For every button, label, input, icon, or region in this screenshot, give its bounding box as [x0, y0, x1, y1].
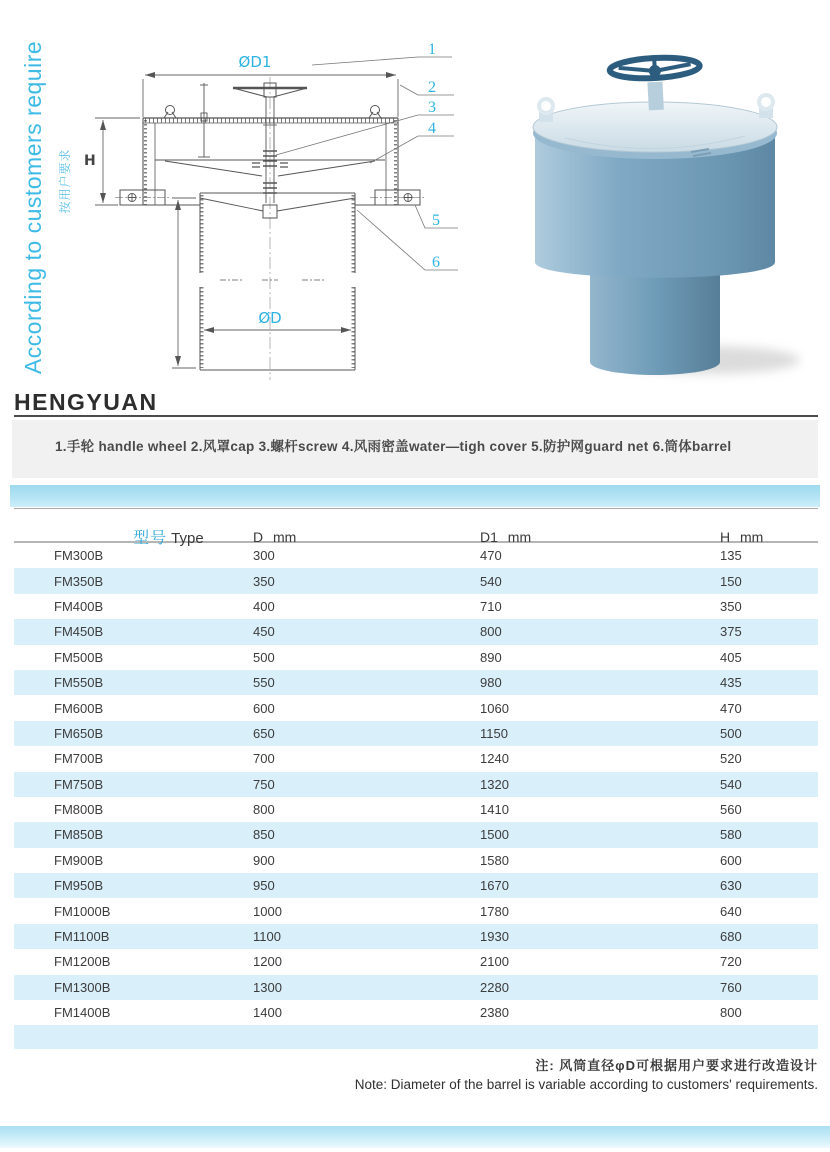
table-row	[14, 1000, 818, 1025]
callout-1: 1	[428, 41, 436, 58]
footer-notes	[300, 1056, 818, 1094]
cell-d: 300	[253, 548, 275, 564]
cell-d: 650	[253, 725, 275, 741]
cell-h: 520	[720, 751, 742, 767]
cell-h: 375	[720, 624, 742, 640]
cell-d1: 1320	[480, 776, 509, 792]
table-row	[14, 594, 818, 619]
photo-lug-right	[759, 95, 773, 118]
cell-d: 500	[253, 649, 275, 665]
cell-d1: 1410	[480, 802, 509, 818]
bottom-band	[0, 1126, 830, 1148]
table-row	[14, 797, 818, 822]
dim-d1	[143, 75, 398, 117]
header-type-cn: 型号	[133, 530, 168, 547]
table-top-band	[10, 485, 820, 507]
cell-d1: 980	[480, 675, 502, 691]
note-cn: 注: 风筒直径φD可根据用户要求进行改造设计	[535, 1058, 818, 1073]
cell-h: 560	[720, 802, 742, 818]
spec-table-rows	[14, 543, 818, 1025]
cell-type: FM350B	[54, 573, 104, 589]
dim-d-label: ØD	[258, 309, 282, 327]
brand-rule	[14, 415, 818, 417]
cell-type: FM600B	[54, 700, 104, 716]
table-row	[14, 670, 818, 695]
cell-d: 850	[253, 827, 275, 843]
photo-barrel	[590, 270, 720, 375]
cell-d: 1000	[253, 903, 282, 919]
cell-type: FM1200B	[54, 954, 111, 970]
photo-lug-left	[539, 99, 553, 122]
cell-d1: 1500	[480, 827, 509, 843]
cell-d: 550	[253, 675, 275, 691]
callout-3: 3	[428, 99, 436, 116]
cell-d: 450	[253, 624, 275, 640]
cell-d1: 710	[480, 598, 502, 614]
spec-table-header	[14, 508, 818, 547]
cell-type: FM450B	[54, 624, 104, 640]
table-row	[14, 746, 818, 771]
spec-table	[14, 508, 818, 1049]
callout-2: 2	[428, 79, 436, 96]
cell-d1: 1150	[480, 725, 508, 741]
cell-h: 135	[720, 548, 742, 564]
cell-type: FM1100B	[54, 929, 110, 945]
dim-barrel-height	[172, 198, 196, 368]
cell-d: 700	[253, 751, 275, 767]
table-row	[14, 619, 818, 644]
cell-d: 1100	[253, 929, 281, 945]
table-row	[14, 822, 818, 847]
technical-drawing	[70, 35, 470, 385]
barrel-drawing	[200, 193, 355, 370]
cell-d1: 1580	[480, 852, 509, 868]
brand-title: HENGYUAN	[14, 389, 158, 415]
parts-legend: 1.手轮 handle wheel 2.风罩cap 3.螺杆screw 4.风雨密盖water—tigh cover 5.防护网guard net 6.筒体barrel	[55, 439, 732, 454]
cell-type: FM300B	[54, 548, 104, 564]
header-d: D mm	[253, 528, 297, 545]
vertical-slogan: According to customers require	[20, 40, 46, 375]
cell-type: FM400B	[54, 598, 104, 614]
cell-d1: 2280	[480, 979, 509, 995]
cell-d1: 2380	[480, 1005, 509, 1021]
table-row	[14, 645, 818, 670]
table-row	[14, 695, 818, 720]
cell-d: 750	[253, 776, 275, 792]
dim-h-label: H	[84, 153, 96, 169]
table-row	[14, 873, 818, 898]
cell-type: FM650B	[54, 725, 104, 741]
cell-d1: 1670	[480, 878, 509, 894]
cell-h: 630	[720, 878, 742, 894]
cell-type: FM1300B	[54, 979, 111, 995]
callout-6: 6	[432, 254, 440, 271]
table-empty-row	[14, 1025, 818, 1049]
cell-d1: 540	[480, 573, 502, 589]
cell-type: FM900B	[54, 852, 104, 868]
bracket-drawing	[115, 190, 426, 205]
cell-d1: 1060	[480, 700, 509, 716]
cell-type: FM700B	[54, 751, 104, 767]
cell-type: FM1000B	[54, 903, 111, 919]
cell-d: 950	[253, 878, 275, 894]
table-row	[14, 848, 818, 873]
cell-type: FM500B	[54, 649, 104, 665]
cell-type: FM1400B	[54, 1005, 111, 1021]
table-row	[14, 898, 818, 923]
cell-h: 800	[720, 1005, 742, 1021]
cell-h: 350	[720, 598, 742, 614]
cell-h: 435	[720, 675, 742, 691]
table-row	[14, 772, 818, 797]
cell-d: 1400	[253, 1005, 282, 1021]
callout-5: 5	[432, 212, 440, 229]
header-d1: D1 mm	[480, 528, 532, 545]
table-row	[14, 975, 818, 1000]
cell-h: 680	[720, 929, 742, 945]
cell-d1: 890	[480, 649, 502, 665]
table-row	[14, 721, 818, 746]
cell-h: 600	[720, 852, 742, 868]
header-h: H mm	[720, 528, 764, 545]
dim-h	[95, 118, 140, 205]
cell-d: 400	[253, 598, 275, 614]
table-row	[14, 949, 818, 974]
cell-h: 150	[720, 573, 742, 589]
cell-type: FM550B	[54, 675, 104, 691]
cell-type: FM850B	[54, 827, 104, 843]
cell-type: FM750B	[54, 776, 104, 792]
cell-d: 1200	[253, 954, 282, 970]
cell-d: 1300	[253, 979, 282, 995]
screw-rod-drawing	[198, 83, 210, 157]
table-row	[14, 568, 818, 593]
product-photo	[495, 40, 825, 385]
header-type-en: Type	[171, 530, 204, 547]
cell-h: 405	[720, 649, 742, 665]
cell-type: FM950B	[54, 878, 104, 894]
table-row	[14, 924, 818, 949]
cell-d: 350	[253, 573, 275, 589]
callout-4: 4	[428, 120, 436, 137]
cell-d1: 2100	[480, 954, 509, 970]
cell-h: 470	[720, 700, 742, 716]
cell-h: 500	[720, 725, 742, 741]
cell-h: 640	[720, 903, 742, 919]
note-en: Note: Diameter of the barrel is variable according to customers' requirements.	[354, 1077, 818, 1092]
cell-d: 800	[253, 802, 275, 818]
cell-d1: 1930	[480, 929, 509, 945]
dim-d1-label: ØD1	[238, 53, 272, 71]
cell-d1: 800	[480, 624, 502, 640]
cell-d: 600	[253, 700, 275, 716]
drawing-vertical-note: 按用户要求	[58, 148, 72, 214]
cell-d1: 1780	[480, 903, 509, 919]
lug-symbols	[164, 106, 381, 119]
cell-type: FM800B	[54, 802, 104, 818]
cell-d1: 1240	[480, 751, 509, 767]
cell-d: 900	[253, 852, 275, 868]
cell-h: 540	[720, 776, 742, 792]
cell-h: 580	[720, 827, 742, 843]
cell-h: 760	[720, 979, 742, 995]
cell-d1: 470	[480, 548, 502, 564]
cell-h: 720	[720, 954, 742, 970]
